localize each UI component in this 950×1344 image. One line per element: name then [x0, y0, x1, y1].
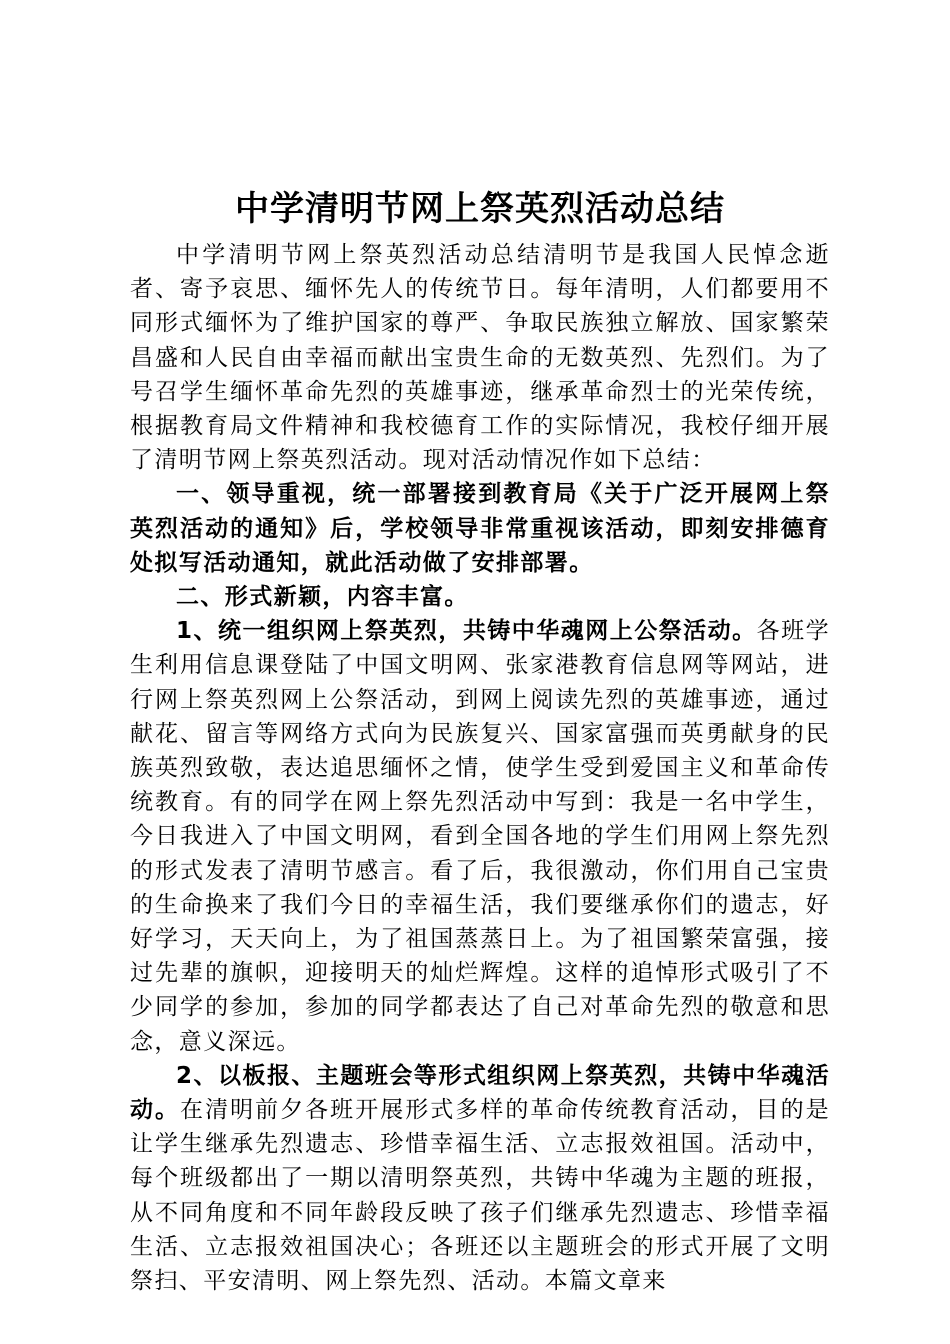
- document-body: [130, 238, 830, 1298]
- paragraph-item-two: [130, 1059, 830, 1298]
- section-two-heading: 二、形式新颖，内容丰富。: [176, 584, 469, 611]
- item-two-text: 在清明前夕各班开展形式多样的革命传统教育活动，目的是让学生继承先烈遗志、珍惜幸福生活、立志报效祖国。活动中，每个班级都出了一期以清明祭英烈，共铸中华魂为主题的班报，从不同角度和不同年龄段反映了孩子们继承先烈遗志、珍惜幸福生活、立志报效祖国决心；各班还以主题班会的形式开展了文明祭扫、平安清明、网上祭先烈、活动。本篇文章来: [130, 1097, 830, 1295]
- item-two-heading: 2、以板报、主题班会等形式组织网上祭英烈，共铸中华魂活动。: [130, 1062, 830, 1124]
- paragraph-intro: [130, 238, 830, 477]
- section-one-text: 一、领导重视，统一部署接到教育局《关于广泛开展网上祭英烈活动的通知》后，学校领导非常重视该活动，即刻安排德育处拟写活动通知，就此活动做了安排部署。: [130, 481, 830, 576]
- paragraph-item-one: [130, 614, 830, 1059]
- paragraph-section-one: [130, 477, 830, 580]
- paragraph-section-two: [130, 580, 830, 614]
- item-one-heading: 1、统一组织网上祭英烈，共铸中华魂网上公祭活动。: [176, 618, 757, 645]
- document-title: 中学清明节网上祭英烈活动总结: [235, 189, 725, 229]
- item-one-text: 各班学生利用信息课登陆了中国文明网、张家港教育信息网等网站，进行网上祭英烈网上公祭活动，到网上阅读先烈的英雄事迹，通过献花、留言等网络方式向为民族复兴、国家富强而英勇献身的民族英烈致敬，表达追思缅怀之情，使学生受到爱国主义和革命传统教育。有的同学在网上祭先烈活动中写到：我是一名中学生，今日我进入了中国文明网，看到全国各地的学生们用网上祭先烈的形式发表了清明节感言。看了后，我很激动，你们用自己宝贵的生命换来了我们今日的幸福生活，我们要继承你们的遗志，好好学习，天天向上，为了祖国蒸蒸日上。为了祖国繁荣富强，接过先辈的旗帜，迎接明天的灿烂辉煌。这样的追悼形式吸引了不少同学的参加，参加的同学都表达了自己对革命先烈的敬意和思念，意义深远。: [130, 618, 830, 1055]
- paragraph-intro-text: 中学清明节网上祭英烈活动总结清明节是我国人民悼念逝者、寄予哀思、缅怀先人的传统节日。每年清明，人们都要用不同形式缅怀为了维护国家的尊严、争取民族独立解放、国家繁荣昌盛和人民自由幸福而献出宝贵生命的无数英烈、先烈们。为了号召学生缅怀革命先烈的英雄事迹，继承革命烈士的光荣传统，根据教育局文件精神和我校德育工作的实际情况，我校仔细开展了清明节网上祭英烈活动。现对活动情况作如下总结：: [130, 242, 830, 474]
